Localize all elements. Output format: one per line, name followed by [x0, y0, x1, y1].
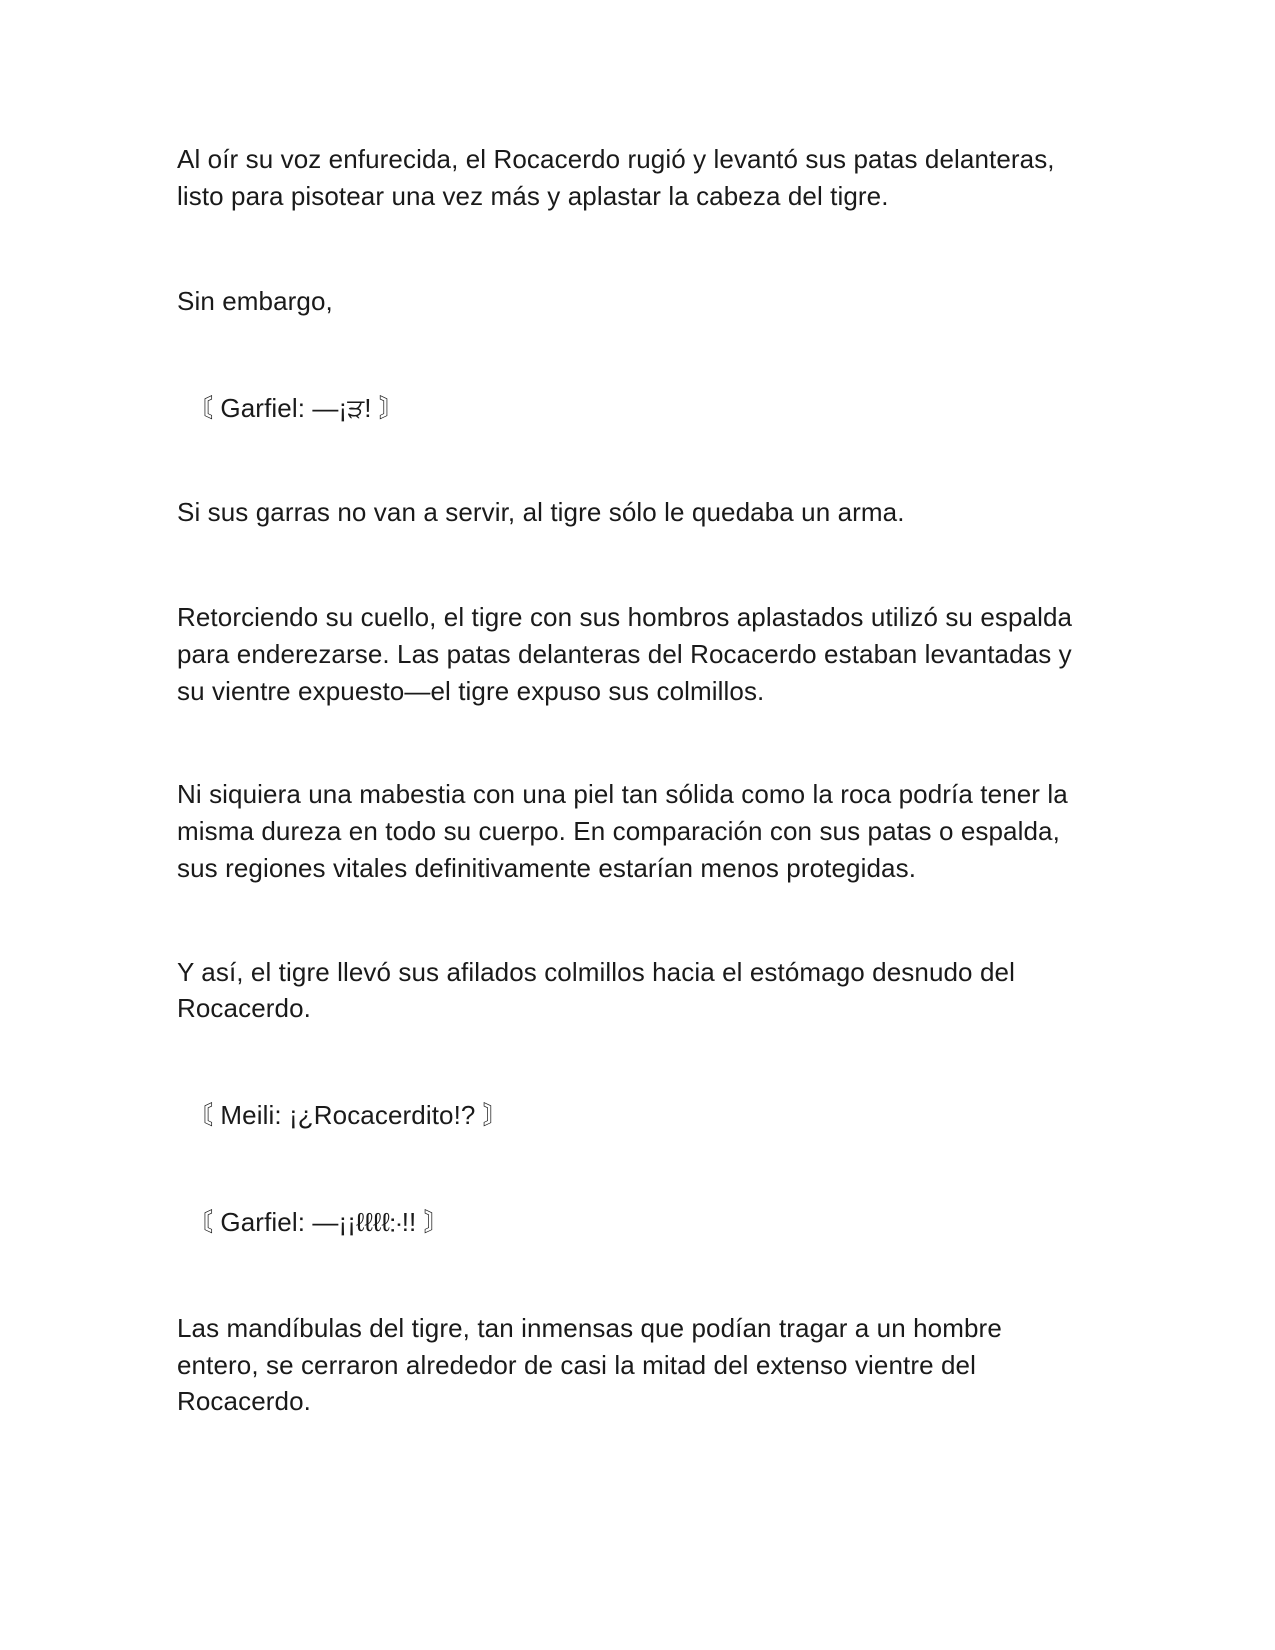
paragraph-line: Sin embargo, — [177, 286, 333, 316]
paragraph-line: Rocacerdo. — [177, 1386, 311, 1416]
paragraph-line: Retorciendo su cuello, el tigre con sus hombros aplastados utilizó su espalda — [177, 602, 1073, 632]
paragraph-line: su vientre expuesto—el tigre expuso sus colmillos. — [177, 676, 765, 706]
paragraph-line: Ni siquiera una mabestia con una piel tan sólida como la roca podría tener la — [177, 779, 1068, 809]
paragraph-line: Y así, el tigre llevó sus afilados colmillos hacia el estómago desnudo del — [177, 957, 1015, 987]
paragraph-line: entero, se cerraron alrededor de casi la mitad del extenso vientre del — [177, 1350, 976, 1380]
dialogue-line-meili: 〘 Meili: ¡¿Rocacerdito!? 〙 — [187, 1100, 509, 1130]
paragraph-line: para enderezarse. Las patas delanteras del Rocacerdo estaban levantadas y — [177, 639, 1072, 669]
paragraph-line: Las mandíbulas del tigre, tan inmensas que podían tragar a un hombre — [177, 1313, 1002, 1343]
paragraph-line: Al oír su voz enfurecida, el Rocacerdo rugió y levantó sus patas delanteras, — [177, 144, 1055, 174]
paragraph-line: Rocacerdo. — [177, 993, 311, 1023]
dialogue-line-garfiel: 〘 Garfiel: —¡ੜ! 〙 — [187, 393, 406, 423]
dialogue-line-garfiel: 〘 Garfiel: —¡¡ℓℓℓℓ჻!! 〙 — [187, 1207, 450, 1237]
paragraph-line: Si sus garras no van a servir, al tigre sólo le quedaba un arma. — [177, 497, 905, 527]
paragraph-line: sus regiones vitales definitivamente estarían menos protegidas. — [177, 853, 917, 883]
paragraph-line: misma dureza en todo su cuerpo. En comparación con sus patas o espalda, — [177, 816, 1060, 846]
paragraph-line: listo para pisotear una vez más y aplastar la cabeza del tigre. — [177, 181, 889, 211]
